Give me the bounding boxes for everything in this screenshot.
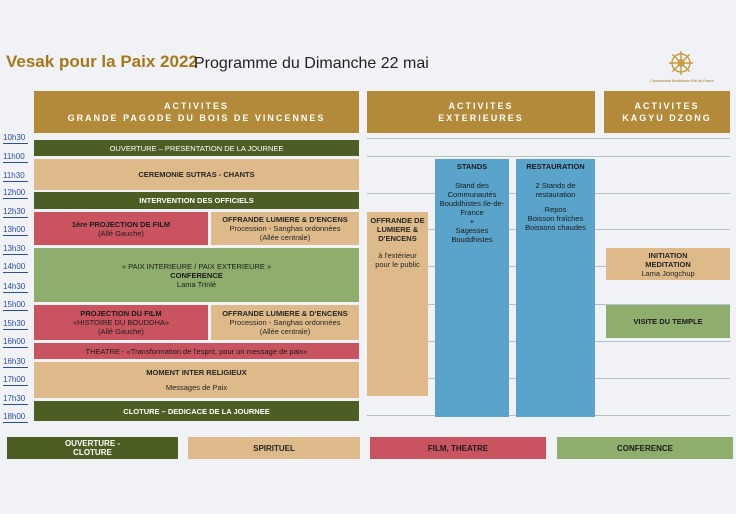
event-offrande-lumiere-1-detail: Procession - Sanghas ordonnées	[229, 224, 341, 233]
event-initiation-meditation-title: INITIATION MEDITATION	[645, 250, 691, 269]
grid-line	[367, 156, 730, 157]
time-label: 16h00	[3, 337, 33, 346]
time-label: 11h00	[3, 152, 33, 161]
event-offrande-lumiere-1-location: (Allée centrale)	[259, 233, 311, 242]
event-title: Vesak pour la Paix 2022	[6, 52, 198, 71]
header-exterieures	[367, 91, 595, 133]
event-ceremonie-sutras-label: CEREMONIE SUTRAS - CHANTS	[138, 170, 255, 179]
event-restauration	[516, 159, 595, 417]
time-label: 14h30	[3, 282, 33, 291]
event-conference-title: CONFERENCE	[170, 270, 223, 280]
event-visite-temple	[606, 305, 730, 338]
event-offrande-lumiere-1-title: OFFRANDE LUMIERE & D'ENCENS	[222, 215, 348, 224]
event-ceremonie-sutras	[34, 159, 359, 190]
event-moment-inter-religieux-detail: Messages de Paix	[165, 383, 228, 392]
legend-spirituel-label: SPIRITUEL	[253, 443, 295, 453]
event-theatre	[34, 343, 359, 359]
event-projection-film-2	[34, 305, 208, 340]
event-projection-film-1	[34, 212, 208, 245]
event-projection-film-2-title: PROJECTION DU FILM	[80, 309, 162, 318]
legend-ouverture-cloture-label: OUVERTURE - CLOTURE	[64, 439, 121, 457]
event-theatre-label: THEATRE - «Transformation de l'esprit, pour un message de paix»	[85, 346, 308, 356]
event-conference-theme: « PAIX INTERIEURE / PAIX EXTERIEURE »	[121, 261, 272, 271]
event-offrande-exterieur-title: OFFRANDE DE LUMIERE & D'ENCENS	[370, 216, 425, 243]
event-projection-film-2-location: (Allé Gauche)	[98, 327, 144, 336]
event-intervention-officiels	[34, 192, 359, 209]
event-cloture	[34, 401, 359, 421]
event-offrande-lumiere-2	[211, 305, 359, 340]
event-stands-detail: Stand des Communautés Bouddhistes Ile-de-France	[439, 181, 505, 217]
event-stands	[435, 159, 509, 417]
event-ouverture-label: OUVERTURE – PRESENTATION DE LA JOURNEE	[109, 143, 284, 153]
event-offrande-exterieur-detail: à l'extérieur pour le public	[375, 251, 420, 269]
time-label: 15h00	[3, 300, 33, 309]
legend-film-theatre	[370, 437, 546, 459]
time-label: 13h30	[3, 244, 33, 253]
time-label: 12h00	[3, 188, 33, 197]
time-label: 13h00	[3, 225, 33, 234]
header-grande-pagode-line1: ACTIVITES	[163, 101, 229, 111]
event-offrande-lumiere-2-detail: Procession - Sanghas ordonnées	[229, 318, 341, 327]
event-ouverture	[34, 140, 359, 156]
event-stands-sagesses: Sagesses Bouddhistes	[451, 226, 493, 244]
time-label: 17h30	[3, 394, 33, 403]
header-exterieures-line2: EXTERIEURES	[438, 113, 524, 123]
time-label: 17h00	[3, 375, 33, 384]
header-kagyu-dzong	[604, 91, 730, 133]
event-conference	[34, 248, 359, 302]
time-label: 10h30	[3, 133, 33, 142]
time-label: 15h30	[3, 319, 33, 328]
dharma-wheel-logo-icon	[664, 48, 698, 78]
header-exterieures-line1: ACTIVITES	[448, 101, 514, 111]
event-offrande-lumiere-2-title: OFFRANDE LUMIERE & D'ENCENS	[222, 309, 348, 318]
event-cloture-label: CLOTURE – DEDICACE DE LA JOURNEE	[123, 406, 270, 416]
header-kagyu-dzong-line1: ACTIVITES	[634, 101, 700, 111]
event-offrande-lumiere-1	[211, 212, 359, 245]
event-projection-film-1-location: (Allé Gauche)	[98, 228, 144, 238]
header-grande-pagode	[34, 91, 359, 133]
event-offrande-exterieur	[367, 212, 428, 396]
programme-subtitle: Programme du Dimanche 22 mai	[194, 55, 429, 72]
header-kagyu-dzong-line2: KAGYU DZONG	[622, 113, 712, 123]
legend-film-theatre-label: FILM, THEATRE	[427, 443, 489, 453]
event-initiation-meditation	[606, 248, 730, 280]
legend-conference-label: CONFERENCE	[616, 443, 673, 453]
time-label: 18h00	[3, 412, 33, 421]
legend-ouverture-cloture	[7, 437, 178, 459]
logo-caption: Communauté Bouddhiste d'Ile-de-France	[650, 79, 714, 83]
event-moment-inter-religieux	[34, 362, 359, 398]
time-label: 14h00	[3, 262, 33, 271]
event-restauration-boissons-chaudes: Boissons chaudes	[525, 223, 586, 232]
legend-spirituel	[188, 437, 360, 459]
event-projection-film-1-title: 1ère PROJECTION DE FILM	[71, 219, 171, 229]
event-stands-plus: +	[469, 217, 475, 226]
legend-conference	[557, 437, 733, 459]
time-label: 11h30	[3, 171, 33, 180]
time-label: 12h30	[3, 207, 33, 216]
event-restauration-stands: 2 Stands de restauration	[535, 181, 576, 199]
event-restauration-title: RESTAURATION	[526, 162, 585, 171]
event-offrande-lumiere-2-location: (Allée centrale)	[259, 327, 311, 336]
event-visite-temple-label: VISITE DU TEMPLE	[633, 317, 703, 326]
time-label: 16h30	[3, 357, 33, 366]
event-projection-film-2-film: «HISTOIRE DU BOUDDHA»	[72, 318, 170, 327]
grid-line	[367, 138, 730, 139]
event-intervention-officiels-label: INTERVENTION DES OFFICIELS	[139, 196, 254, 205]
event-stands-title: STANDS	[456, 162, 488, 171]
event-restauration-boissons-fraiches: Boisson fraîches	[527, 214, 584, 223]
event-initiation-meditation-speaker: Lama Jongchup	[641, 268, 695, 278]
header-grande-pagode-line2: GRANDE PAGODE DU BOIS DE VINCENNES	[67, 113, 326, 123]
event-moment-inter-religieux-title: MOMENT INTER RELIGIEUX	[146, 368, 247, 377]
event-restauration-repos: Repos	[544, 205, 567, 214]
event-conference-speaker: Lama Trinlé	[176, 279, 217, 289]
